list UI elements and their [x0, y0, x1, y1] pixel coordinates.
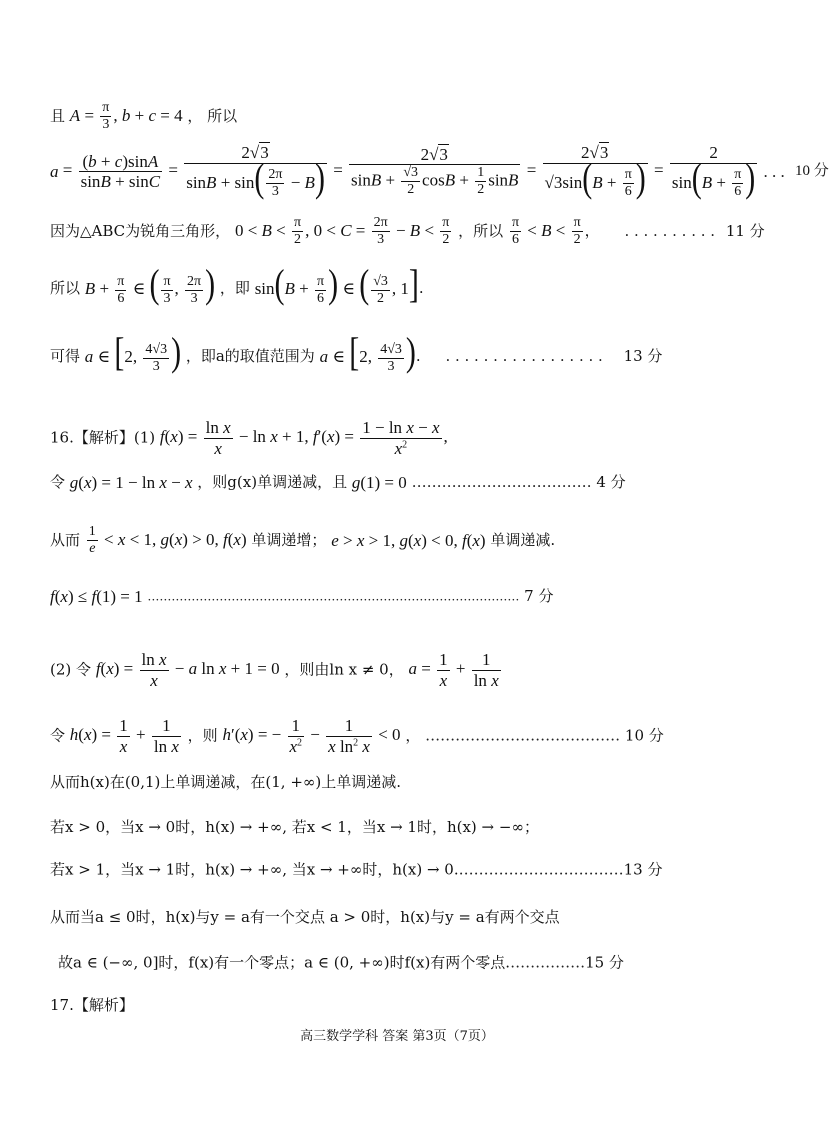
line-10: (2) 令 f(x) = $\frac{\text{ln x}}{x}$ − a ln x + 1 = 0 ，则由ln x ≠ 0， a = $\frac{1}{x}$ + $\frac{1}{\text{ln x}}$	[50, 650, 499, 690]
line-14: 若x > 1，当x → 1时，h(x) → +∞, 当x → +∞时，h(x) → 0.……………………………13 分	[50, 860, 663, 879]
line-1: 且 A = $\frac{\pi}{3}$ , b + c = 4 ， 所以	[50, 100, 238, 133]
line-15: 从而当a ≤ 0时，h(x)与y = a有一个交点 a > 0时，h(x)与y = a有两个交点	[50, 908, 560, 926]
line-7: 令 g(x) = 1 − ln x − x ，则g(x)单调递减，且 g(1) = 0 ……………………………… 4 分	[50, 473, 626, 492]
line-3: 因为△ABC为锐角三角形， 0 < B < $\frac{\pi}{2}$ , 0 < C = $\frac{2\pi}{3}$ − B < $\frac{\pi}{2}$ ，所以 $\frac{\pi}{6}$ < B < $\frac{\pi}{2}$ ， . . . . . . . . . . 11 分	[50, 215, 765, 248]
line-12: 从而h(x)在(0,1)上单调递减，在(1, +∞)上单调递减.	[50, 773, 402, 791]
line-4: 所以 B + $\frac{\pi}{6}$ ∈ ( $\frac{\pi}{3}$ , $\frac{2\pi}{3}$ ) ，即 sin(B + $\frac{\pi}{6}$ ) ∈ ( $\frac{√3}{2}$ , 1].	[50, 262, 424, 307]
math-condition: A = $\frac{\pi}{3}$ , b + c = 4	[69, 100, 183, 133]
line-2: a = $\frac{(b + c)\sin A}{\sin B + \sin C}$ = 2√3 sinB + sin( $\frac{2\pi}{3}$ − B) = 2√3 sinB + $\frac{√3}{2}$ cosB + $\frac{1}{2}$ sinB = 2√3 √3sin(B + $\frac{\pi}{6}$ ) = 2 sin(B + $\frac{\pi}{6}$ ) . . . 10 分	[50, 143, 829, 201]
line-16: 故a ∈ (−∞, 0]时，f(x)有一个零点；a ∈ (0, +∞)时f(x)有两个零点.……………15 分	[58, 953, 624, 972]
line-17: 17.【解析】	[50, 996, 134, 1014]
line-11: 令 h(x) = $\frac{1}{x}$ + $\frac{1}{\text{ln x}}$ ，则 h′(x) = − $\frac{1}{x^2}$ − $\frac{1}{x \ln^2 x}$ < 0 ， ………………………………… 10 分	[50, 716, 664, 756]
line-6: 16.【解析】(1) f(x) = $\frac{\text{ln x}}{x}$ − ln x + 1, f′(x) = $\frac{\text{1 − ln x − x}}{x^2}$ ,	[50, 418, 448, 458]
line-8: 从而 $\frac{1}{e}$ < x < 1, g(x) > 0, f(x) 单调递增； e > x > 1, g(x) < 0, f(x) 单调递减.	[50, 524, 556, 557]
page-footer: 高三数学学科 答案 第3页（7页）	[300, 1029, 494, 1044]
line-13: 若x > 0，当x → 0时，h(x) → +∞, 若x < 1，当x → 1时，h(x) → −∞；	[50, 818, 539, 836]
line-9: f(x) ≤ f(1) = 1 ………………………………………………………………………………… 7 分	[50, 587, 554, 606]
line-5: 可得 a ∈ [2, $\frac{4√3}{3}$ ) ，即a的取值范围为 a ∈ [2, $\frac{4√3}{3}$ ). . . . . . . . . . . . . . . . . . 13 分	[50, 330, 663, 375]
